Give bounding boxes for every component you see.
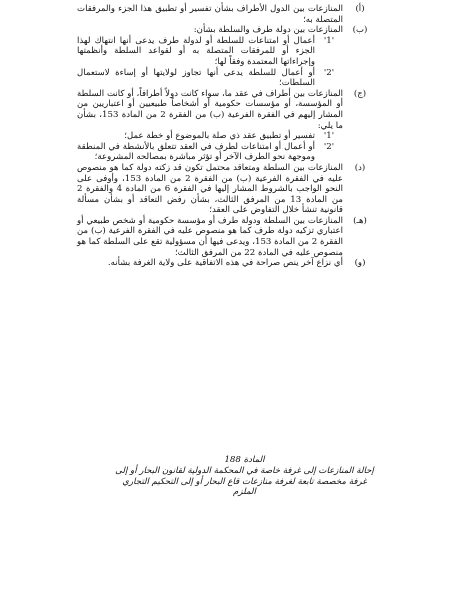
item-body xyxy=(77,89,343,163)
article-number: المادة 188 xyxy=(224,455,265,465)
item-marker: (هـ) xyxy=(353,215,367,226)
sub-item-1 xyxy=(77,131,343,142)
list-item-b xyxy=(77,25,377,89)
item-text: المنازعات بين أطراف في عقد ما، سواء كانت دولاً أطرافاً، أو كانت السلطة أو المؤسسة، أو مؤسسات حكومية أو أشخاصاً طبيعيين أو اعتباريين من المشار إليهم في الفقرة الفرعية (ب) من الفقرة 2 من المادة 153، بشأن ما يلي: xyxy=(77,88,344,131)
sub-item-text: أو أعمال للسلطة يدعى أنها تجاوز لولايتها أو إساءة لاستعمال السلطات؛ xyxy=(77,67,315,89)
item-text: أي نزاع آخر ينص صراحة في هذه الاتفاقية على ولاية الغرفة بشأنه. xyxy=(107,258,343,269)
article-list xyxy=(77,4,377,269)
sub-item-number: '1' xyxy=(323,35,335,46)
sub-item-number: '2' xyxy=(323,141,335,152)
item-marker: (ب) xyxy=(352,25,368,36)
list-item-c xyxy=(77,89,377,163)
item-text: المنازعات بين السلطة ودولة طرف أو مؤسسة حكومية أو شخص طبيعي أو اعتباري تزكيه دولة طرف كما هو منصوص عليه في الفقرة الفرعية (ب) من الفقرة 2 من المادة 153، ويدعى فيها أن مسؤولية تقع على السلطة كما هو منصوص عليه في المادة 22 من المرفق الثالث؛ xyxy=(77,215,343,258)
sub-item-text: أو أعمال أو امتناعات لطرف في العقد تتعلق بالأنشطة في المنطقة وموجهة نحو الطرف الآخر أو تؤثر مباشرة بمصالحه المشروعة؛ xyxy=(77,141,315,163)
item-marker: (و) xyxy=(354,258,366,269)
article-heading xyxy=(112,455,377,498)
sub-item-1 xyxy=(77,36,343,68)
article-title: إحالة المنازعات إلى غرفة خاصة في المحكمة الدولية لقانون البحار أو إلى غرفة مخصصة تابعة لغرفة منازعات قاع البحار أو إلى التحكيم التجاري الملزم xyxy=(115,466,374,498)
item-marker: (د) xyxy=(354,162,366,173)
sub-item-text: أعمال أو امتناعات للسلطة أو لدولة طرف يدعى أنها انتهاك لهذا الجزء أو للمرفقات المتصلة به أو لقواعد السلطة وأنظمتها وإجراءاتها المعتمدة وفقاً لها؛ xyxy=(77,35,315,67)
item-text: المنازعات بين دولة طرف والسلطة بشأن: xyxy=(193,25,343,36)
sub-item-2 xyxy=(77,68,343,89)
item-marker: (ج) xyxy=(353,88,367,99)
sub-item-number: '2' xyxy=(323,67,335,78)
list-item-a xyxy=(77,4,377,25)
item-text: المنازعات بين السلطة ومتعاقد محتمل تكون قد زكته دولة كما هو منصوص عليه في الفقرة الفرعية (ب) من الفقرة 2 من المادة 153، وأوفى على النحو الواجب بالشروط المشار إليها في الفقرة 6 من المادة 4 والفقرة 2 من المادة 13 من المرفق الثالث، بشأن رفض التعاقد أو بشأن مسألة قانونية تنشأ خلال التفاوض على العقد؛ xyxy=(77,162,344,216)
item-body xyxy=(77,25,343,89)
list-item-d xyxy=(77,163,377,216)
item-marker: (أ) xyxy=(355,4,365,14)
sub-item-number: '1' xyxy=(323,131,335,142)
list-item-e xyxy=(77,216,377,258)
sub-item-text: تفسير أو تطبيق عقد ذي صلة بالموضوع أو خطة عمل؛ xyxy=(124,131,315,142)
list-item-f xyxy=(77,258,377,269)
item-text: المنازعات بين الدول الأطراف بشأن تفسير أو تطبيق هذا الجزء والمرفقات المتصلة به؛ xyxy=(77,4,343,25)
sub-item-2 xyxy=(77,142,343,163)
